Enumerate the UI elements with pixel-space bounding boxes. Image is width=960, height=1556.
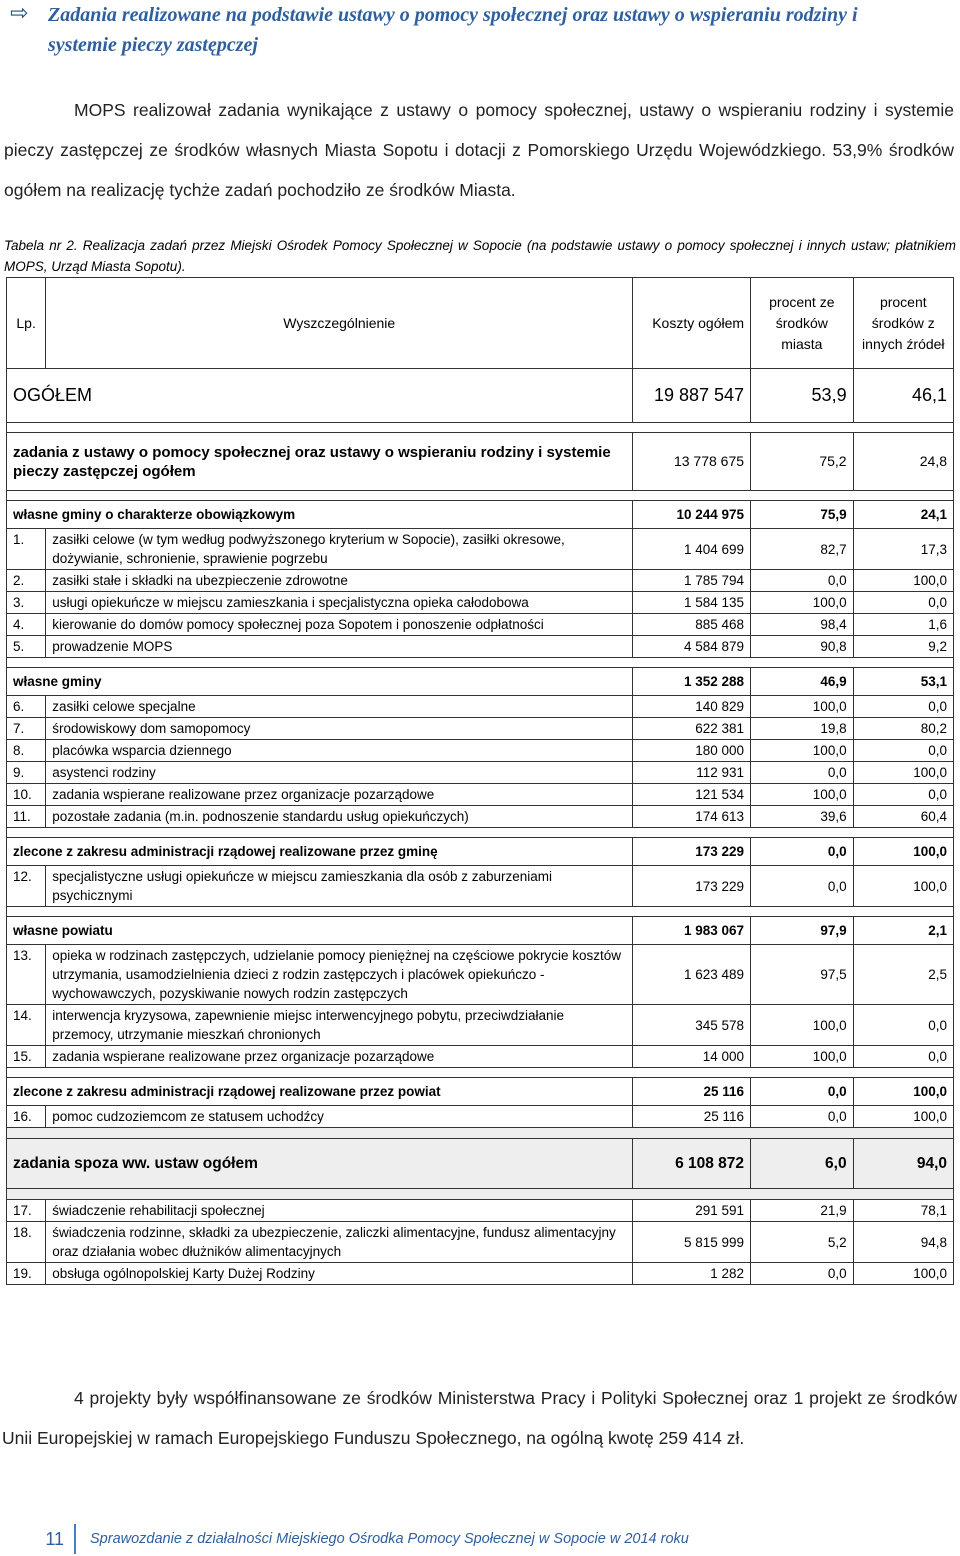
- row-description: asystenci rodziny: [46, 762, 633, 784]
- row-pct-other: 100,0: [853, 570, 953, 592]
- row-cost: 1 404 699: [633, 529, 751, 570]
- row-description: specjalistyczne usługi opiekuńcze w miejscu zamieszkania dla osób z zaburzeniami psychicznymi: [46, 866, 633, 907]
- row-pct-other: 0,0: [853, 592, 953, 614]
- row-description: zadania z ustawy o pomocy społecznej oraz ustawy o wspieraniu rodziny i systemie pieczy zastępczej ogółem: [7, 433, 633, 491]
- table-row: [7, 1263, 954, 1285]
- row-cost: 140 829: [633, 696, 751, 718]
- page-footer: [0, 1522, 960, 1556]
- header-pct-city: procent ze środków miasta: [751, 278, 854, 369]
- spacer-row: [7, 1068, 954, 1078]
- row-description: świadczenia rodzinne, składki za ubezpieczenie, zaliczki alimentacyjne, fundusz alimentacyjny oraz działania wobec dłużników alimentacyjnych: [46, 1222, 633, 1263]
- row-pct-other: 78,1: [853, 1200, 953, 1222]
- row-cost: 14 000: [633, 1046, 751, 1068]
- table-row: [7, 1200, 954, 1222]
- row-cost: 1 623 489: [633, 945, 751, 1005]
- row-description: zasiłki celowe specjalne: [46, 696, 633, 718]
- row-pct-other: 100,0: [853, 1078, 953, 1106]
- row-pct-other: 0,0: [853, 1005, 953, 1046]
- row-description: OGÓŁEM: [7, 369, 633, 423]
- row-description: pozostałe zadania (m.in. podnoszenie standardu usług opiekuńczych): [46, 806, 633, 828]
- row-pct-city: 75,2: [751, 433, 854, 491]
- header-lp: Lp.: [7, 278, 46, 369]
- row-lp: 17.: [7, 1200, 46, 1222]
- table-caption: Tabela nr 2. Realizacja zadań przez Miejski Ośrodek Pomocy Społecznej w Sopocie (na podstawie ustawy o pomocy społecznej i innych ustaw; płatnikiem MOPS, Urząd Miasta Sopotu).: [4, 238, 956, 274]
- row-pct-other: 24,8: [853, 433, 953, 491]
- row-cost: 1 282: [633, 1263, 751, 1285]
- row-cost: 1 584 135: [633, 592, 751, 614]
- row-cost: 25 116: [633, 1078, 751, 1106]
- outro-text: 4 projekty były współfinansowane ze środków Ministerstwa Pracy i Polityki Społecznej oraz 1 projekt ze środków Unii Europejskiej w ramach Europejskiego Funduszu Społecznego, na ogólną kwotę 259 414 zł.: [2, 1388, 957, 1448]
- row-description: własne powiatu: [7, 917, 633, 945]
- header-desc: Wyszczególnienie: [46, 278, 633, 369]
- row-pct-other: 24,1: [853, 501, 953, 529]
- spacer-row: [7, 1128, 954, 1139]
- spacer-row: [7, 828, 954, 838]
- table-row: [7, 866, 954, 907]
- row-lp: 7.: [7, 718, 46, 740]
- row-cost: 121 534: [633, 784, 751, 806]
- spacer-row: [7, 1189, 954, 1200]
- table-row: [7, 740, 954, 762]
- footer-text: Sprawozdanie z działalności Miejskiego Ośrodka Pomocy Społecznej w Sopocie w 2014 roku: [90, 1531, 689, 1547]
- table-row: [7, 806, 954, 828]
- row-description: zadania spoza ww. ustaw ogółem: [7, 1139, 633, 1189]
- row-cost: 622 381: [633, 718, 751, 740]
- row-description: zlecone z zakresu administracji rządowej realizowane przez gminę: [7, 838, 633, 866]
- row-pct-city: 97,5: [751, 945, 854, 1005]
- tasks-table: [6, 277, 954, 1285]
- spacer-cell: [7, 658, 954, 668]
- row-pct-other: 2,5: [853, 945, 953, 1005]
- row-pct-city: 0,0: [751, 1106, 854, 1128]
- header-cost: Koszty ogółem: [633, 278, 751, 369]
- row-cost: 10 244 975: [633, 501, 751, 529]
- row-description: zasiłki stałe i składki na ubezpieczenie zdrowotne: [46, 570, 633, 592]
- row-description: kierowanie do domów pomocy społecznej poza Sopotem i ponoszenie odpłatności: [46, 614, 633, 636]
- row-pct-city: 0,0: [751, 1078, 854, 1106]
- row-pct-city: 21,9: [751, 1200, 854, 1222]
- row-lp: 11.: [7, 806, 46, 828]
- spacer-cell: [7, 1189, 954, 1200]
- row-pct-city: 98,4: [751, 614, 854, 636]
- footer-divider: [74, 1524, 76, 1554]
- row-cost: 1 352 288: [633, 668, 751, 696]
- row-lp: 18.: [7, 1222, 46, 1263]
- row-cost: 19 887 547: [633, 369, 751, 423]
- row-pct-city: 53,9: [751, 369, 854, 423]
- row-pct-city: 0,0: [751, 1263, 854, 1285]
- table-header-row: [7, 278, 954, 369]
- spacer-row: [7, 907, 954, 917]
- row-pct-other: 60,4: [853, 806, 953, 828]
- row-pct-city: 100,0: [751, 784, 854, 806]
- spacer-row: [7, 491, 954, 501]
- row-pct-other: 94,8: [853, 1222, 953, 1263]
- row-lp: 10.: [7, 784, 46, 806]
- row-lp: 14.: [7, 1005, 46, 1046]
- subtotal-row: [7, 1139, 954, 1189]
- row-pct-other: 53,1: [853, 668, 953, 696]
- table-row: [7, 592, 954, 614]
- row-pct-city: 46,9: [751, 668, 854, 696]
- row-pct-city: 100,0: [751, 1005, 854, 1046]
- row-description: zadania wspierane realizowane przez organizacje pozarządowe: [46, 784, 633, 806]
- row-lp: 1.: [7, 529, 46, 570]
- outro-paragraph: [2, 1378, 957, 1458]
- row-description: świadczenie rehabilitacji społecznej: [46, 1200, 633, 1222]
- intro-paragraph: [4, 90, 954, 210]
- row-pct-other: 94,0: [853, 1139, 953, 1189]
- row-lp: 6.: [7, 696, 46, 718]
- row-pct-city: 75,9: [751, 501, 854, 529]
- table-row: [7, 614, 954, 636]
- spacer-row: [7, 423, 954, 433]
- table-row: [7, 1106, 954, 1128]
- section-title: Zadania realizowane na podstawie ustawy o pomocy społecznej oraz ustawy o wspieraniu rodziny i systemie pieczy zastępczej: [48, 4, 858, 56]
- intro-text: MOPS realizował zadania wynikające z ustawy o pomocy społecznej, ustawy o wspieraniu rodziny i systemie pieczy zastępczej ze środków własnych Miasta Sopotu i dotacji z Pomorskiego Urzędu Wojewódzkiego. 53,9% środków ogółem na realizację tychże zadań pochodziło ze środków Miasta.: [4, 100, 954, 200]
- row-pct-city: 0,0: [751, 866, 854, 907]
- row-pct-city: 100,0: [751, 696, 854, 718]
- row-cost: 5 815 999: [633, 1222, 751, 1263]
- row-pct-other: 17,3: [853, 529, 953, 570]
- row-pct-other: 9,2: [853, 636, 953, 658]
- spacer-cell: [7, 491, 954, 501]
- page-number: 11: [45, 1528, 64, 1549]
- row-lp: 9.: [7, 762, 46, 784]
- row-cost: 1 785 794: [633, 570, 751, 592]
- row-pct-city: 39,6: [751, 806, 854, 828]
- table-row: [7, 1046, 954, 1068]
- row-pct-city: 0,0: [751, 570, 854, 592]
- subtotal-row: [7, 433, 954, 491]
- spacer-cell: [7, 907, 954, 917]
- subtotal-row: [7, 668, 954, 696]
- row-lp: 3.: [7, 592, 46, 614]
- row-pct-other: 100,0: [853, 1263, 953, 1285]
- row-description: interwencja kryzysowa, zapewnienie miejsc interwencyjnego pobytu, przeciwdziałanie przemocy, utrzymanie mieszkań chronionych: [46, 1005, 633, 1046]
- spacer-cell: [7, 828, 954, 838]
- table-row: [7, 945, 954, 1005]
- row-description: środowiskowy dom samopomocy: [46, 718, 633, 740]
- table-row: [7, 1005, 954, 1046]
- subtotal-row: [7, 1078, 954, 1106]
- spacer-row: [7, 658, 954, 668]
- row-pct-other: 1,6: [853, 614, 953, 636]
- row-cost: 1 983 067: [633, 917, 751, 945]
- table-row: [7, 529, 954, 570]
- subtotal-row: [7, 501, 954, 529]
- row-pct-city: 0,0: [751, 838, 854, 866]
- total-row: [7, 369, 954, 423]
- row-pct-other: 0,0: [853, 784, 953, 806]
- row-pct-city: 5,2: [751, 1222, 854, 1263]
- row-pct-city: 19,8: [751, 718, 854, 740]
- row-cost: 112 931: [633, 762, 751, 784]
- row-description: pomoc cudzoziemcom ze statusem uchodźcy: [46, 1106, 633, 1128]
- row-lp: 4.: [7, 614, 46, 636]
- row-cost: 180 000: [633, 740, 751, 762]
- row-cost: 291 591: [633, 1200, 751, 1222]
- section-heading: [8, 0, 958, 60]
- subtotal-row: [7, 838, 954, 866]
- row-pct-other: 0,0: [853, 1046, 953, 1068]
- row-pct-city: 100,0: [751, 740, 854, 762]
- spacer-cell: [7, 423, 954, 433]
- spacer-cell: [7, 1128, 954, 1139]
- row-pct-other: 0,0: [853, 740, 953, 762]
- row-pct-other: 80,2: [853, 718, 953, 740]
- row-pct-other: 2,1: [853, 917, 953, 945]
- row-pct-city: 0,0: [751, 762, 854, 784]
- row-pct-city: 82,7: [751, 529, 854, 570]
- row-description: zlecone z zakresu administracji rządowej realizowane przez powiat: [7, 1078, 633, 1106]
- row-description: własne gminy o charakterze obowiązkowym: [7, 501, 633, 529]
- row-description: usługi opiekuńcze w miejscu zamieszkania i specjalistyczna opieka całodobowa: [46, 592, 633, 614]
- row-cost: 173 229: [633, 866, 751, 907]
- row-pct-other: 100,0: [853, 866, 953, 907]
- row-cost: 6 108 872: [633, 1139, 751, 1189]
- row-lp: 15.: [7, 1046, 46, 1068]
- table-row: [7, 718, 954, 740]
- row-pct-other: 100,0: [853, 838, 953, 866]
- row-lp: 13.: [7, 945, 46, 1005]
- row-cost: 174 613: [633, 806, 751, 828]
- row-description: własne gminy: [7, 668, 633, 696]
- table-row: [7, 1222, 954, 1263]
- table-row: [7, 636, 954, 658]
- spacer-cell: [7, 1068, 954, 1078]
- row-pct-other: 100,0: [853, 1106, 953, 1128]
- row-description: prowadzenie MOPS: [46, 636, 633, 658]
- header-pct-other: procent środków z innych źródeł: [853, 278, 953, 369]
- row-pct-city: 97,9: [751, 917, 854, 945]
- row-cost: 25 116: [633, 1106, 751, 1128]
- row-cost: 345 578: [633, 1005, 751, 1046]
- row-description: zadania wspierane realizowane przez organizacje pozarządowe: [46, 1046, 633, 1068]
- row-lp: 8.: [7, 740, 46, 762]
- table-row: [7, 762, 954, 784]
- row-pct-city: 90,8: [751, 636, 854, 658]
- row-pct-other: 0,0: [853, 696, 953, 718]
- row-description: zasiłki celowe (w tym według podwyższonego kryterium w Sopocie), zasiłki okresowe, dożywianie, schronienie, sprawienie pogrzebu: [46, 529, 633, 570]
- row-lp: 19.: [7, 1263, 46, 1285]
- row-cost: 885 468: [633, 614, 751, 636]
- row-lp: 12.: [7, 866, 46, 907]
- row-lp: 16.: [7, 1106, 46, 1128]
- row-description: obsługa ogólnopolskiej Karty Dużej Rodziny: [46, 1263, 633, 1285]
- row-pct-city: 100,0: [751, 1046, 854, 1068]
- subtotal-row: [7, 917, 954, 945]
- row-pct-city: 6,0: [751, 1139, 854, 1189]
- row-cost: 13 778 675: [633, 433, 751, 491]
- row-pct-other: 100,0: [853, 762, 953, 784]
- row-pct-other: 46,1: [853, 369, 953, 423]
- row-cost: 173 229: [633, 838, 751, 866]
- row-lp: 5.: [7, 636, 46, 658]
- table-row: [7, 570, 954, 592]
- row-lp: 2.: [7, 570, 46, 592]
- row-cost: 4 584 879: [633, 636, 751, 658]
- row-pct-city: 100,0: [751, 592, 854, 614]
- row-description: placówka wsparcia dziennego: [46, 740, 633, 762]
- row-description: opieka w rodzinach zastępczych, udzielanie pomocy pieniężnej na częściowe pokrycie kosztów utrzymania, usamodzielnienia dzieci z rodzin zastępczych i placówek opiekuńczo - wychowawczych, pozyskiwanie nowych rodzin zastępczych: [46, 945, 633, 1005]
- arrow-right-icon: ⇨: [10, 0, 29, 25]
- table-row: [7, 696, 954, 718]
- table-row: [7, 784, 954, 806]
